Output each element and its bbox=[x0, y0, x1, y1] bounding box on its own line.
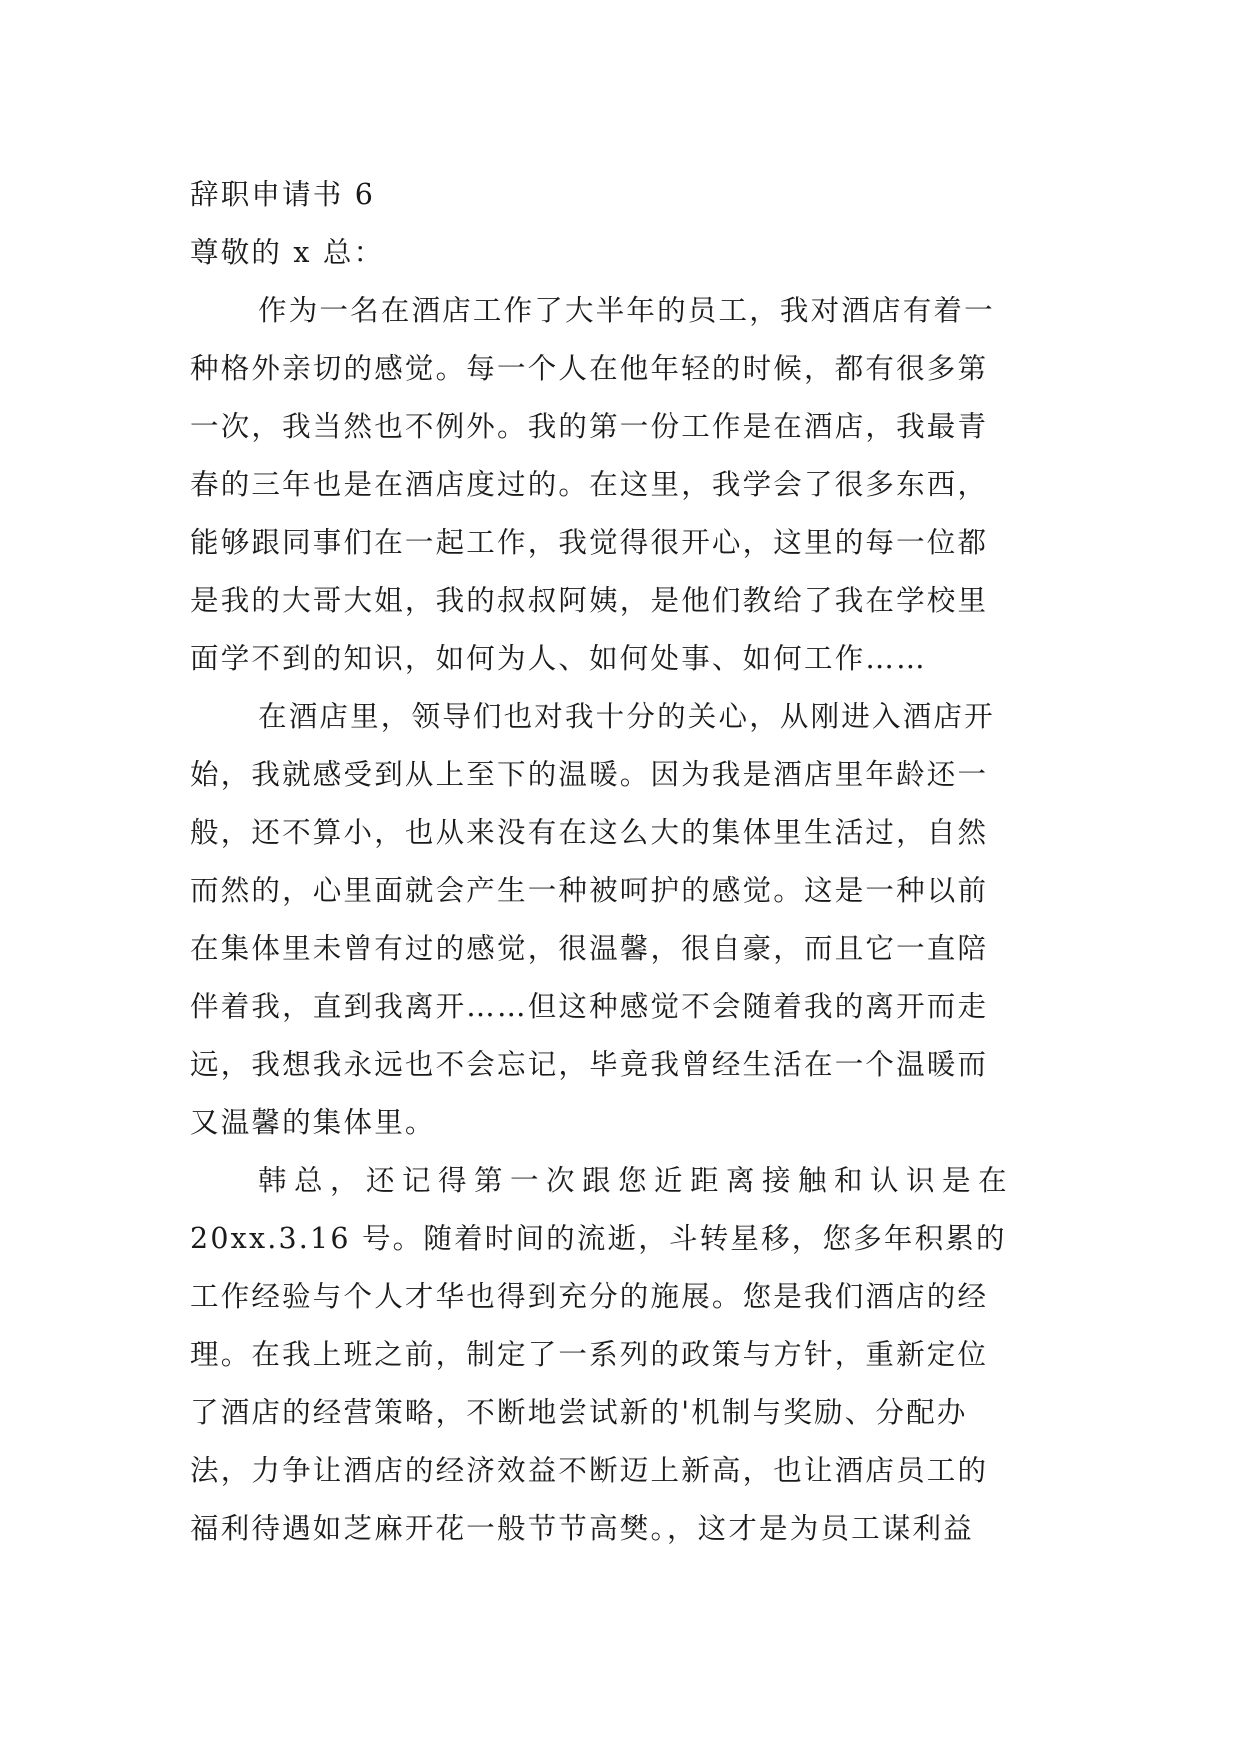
paragraph-3-line-5: 了酒店的经营策略，不断地尝试新的'机制与奖励、分配办 bbox=[190, 1396, 968, 1429]
document-title: 辞职申请书 6 bbox=[190, 178, 376, 211]
paragraph-1-line-1: 作为一名在酒店工作了大半年的员工，我对酒店有着一 bbox=[258, 294, 995, 327]
paragraph-3-line-6: 法，力争让酒店的经济效益不断迈上新高，也让酒店员工的 bbox=[190, 1454, 989, 1487]
paragraph-2-line-3: 般，还不算小，也从来没有在这么大的集体里生活过，自然 bbox=[190, 816, 989, 849]
paragraph-1-line-2: 种格外亲切的感觉。每一个人在他年轻的时候，都有很多第 bbox=[190, 352, 989, 385]
paragraph-1-line-7: 面学不到的知识，如何为人、如何处事、如何工作…… bbox=[190, 642, 927, 675]
paragraph-2-line-1: 在酒店里，领导们也对我十分的关心，从刚进入酒店开 bbox=[258, 700, 995, 733]
paragraph-1-line-6: 是我的大哥大姐，我的叔叔阿姨，是他们教给了我在学校里 bbox=[190, 584, 989, 617]
paragraph-3-line-3: 工作经验与个人才华也得到充分的施展。您是我们酒店的经 bbox=[190, 1280, 989, 1313]
paragraph-3-line-4: 理。在我上班之前，制定了一系列的政策与方针，重新定位 bbox=[190, 1338, 989, 1371]
paragraph-2-line-5: 在集体里未曾有过的感觉，很温馨，很自豪，而且它一直陪 bbox=[190, 932, 989, 965]
paragraph-2-line-4: 而然的，心里面就会产生一种被呵护的感觉。这是一种以前 bbox=[190, 874, 989, 907]
paragraph-2-line-7: 远，我想我永远也不会忘记，毕竟我曾经生活在一个温暖而 bbox=[190, 1048, 989, 1081]
paragraph-2-line-6: 伴着我，直到我离开……但这种感觉不会随着我的离开而走 bbox=[190, 990, 989, 1023]
paragraph-2-line-8: 又温馨的集体里。 bbox=[190, 1106, 436, 1139]
salutation: 尊敬的 x 总： bbox=[190, 236, 385, 269]
paragraph-3-line-1: 韩总，还记得第一次跟您近距离接触和认识是在 bbox=[258, 1164, 1015, 1197]
document-body bbox=[190, 166, 1050, 1558]
paragraph-1-line-3: 一次，我当然也不例外。我的第一份工作是在酒店，我最青 bbox=[190, 410, 989, 443]
paragraph-3-line-2: 20xx.3.16 号。随着时间的流逝，斗转星移，您多年积累的 bbox=[190, 1222, 1007, 1255]
paragraph-3-line-7: 福利待遇如芝麻开花一般节节高樊。，这才是为员工谋利益 bbox=[190, 1512, 974, 1545]
paragraph-1-line-5: 能够跟同事们在一起工作，我觉得很开心，这里的每一位都 bbox=[190, 526, 989, 559]
paragraph-1-line-4: 春的三年也是在酒店度过的。在这里，我学会了很多东西， bbox=[190, 468, 989, 501]
paragraph-2-line-2: 始，我就感受到从上至下的温暖。因为我是酒店里年龄还一 bbox=[190, 758, 989, 791]
